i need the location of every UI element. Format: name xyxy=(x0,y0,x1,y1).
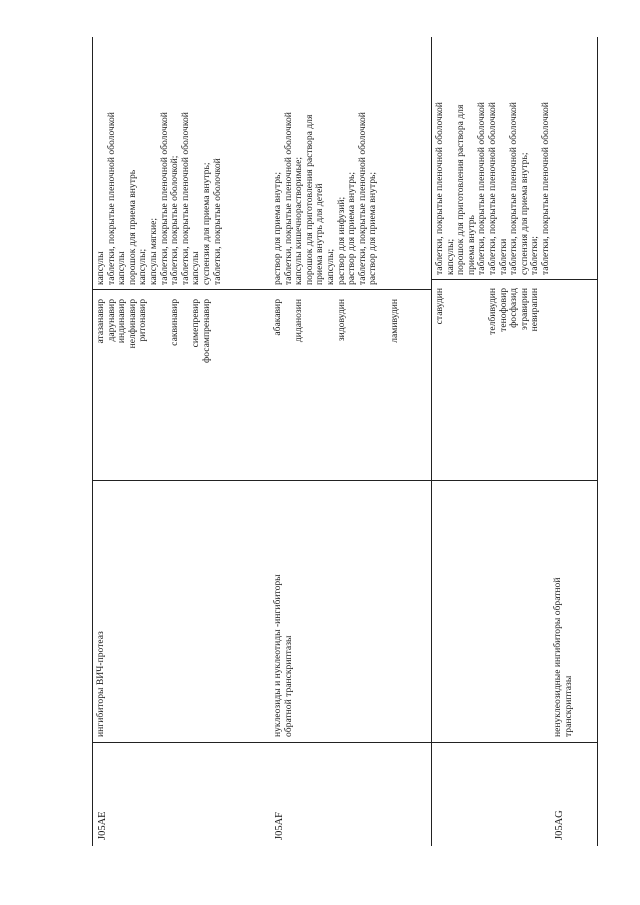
drug-name xyxy=(358,299,369,476)
table-border-left xyxy=(92,37,93,846)
table-border-right xyxy=(597,37,598,846)
dosage-form: суспензия для приема внутрь; xyxy=(518,152,530,275)
drug-list xyxy=(273,299,400,476)
atc-code: J05AF xyxy=(274,811,285,840)
drug-name: этравирин xyxy=(518,288,530,331)
drug-name: невирапин xyxy=(529,288,541,332)
column-rule xyxy=(92,289,431,290)
drug-name: фосфазид xyxy=(508,288,520,328)
drug-name xyxy=(456,288,467,476)
drug-name xyxy=(368,299,379,476)
dosage-form: капсулы мягкие; xyxy=(147,217,159,285)
drug-name: абакавир xyxy=(272,299,283,336)
atc-code: J05AE xyxy=(97,811,108,840)
dosage-form: порошок для приема внутрь xyxy=(126,169,138,285)
dosage-form: таблетки, покрытые пленочной оболочкой xyxy=(476,102,488,275)
dosage-form: таблетки, покрытые пленочной оболочкой xyxy=(508,102,520,275)
dosage-form: капсулы; xyxy=(324,248,336,285)
dosage-form: таблетки, покрытые оболочкой; xyxy=(169,155,181,285)
drug-name: ритонавир xyxy=(137,299,149,342)
dosage-form: капсулы xyxy=(95,251,106,285)
group-name xyxy=(553,578,574,737)
text-line: ненуклеозидные ингибиторы обратной xyxy=(552,577,563,737)
dosage-form: капсулы; xyxy=(137,248,149,285)
column-rule xyxy=(431,480,597,481)
text-line: нуклеозиды и нуклеотиды -ингибиторы xyxy=(272,574,283,737)
drug-name xyxy=(347,299,358,476)
drug-name: нелфинавир xyxy=(126,299,138,349)
dosage-form: таблетки, покрытые пленочной оболочкой xyxy=(282,112,294,285)
dosage-form: капсулы; xyxy=(444,238,456,275)
dosage-form: таблетки; xyxy=(529,236,541,275)
drug-name: зидовудин xyxy=(335,299,347,342)
drug-list xyxy=(96,299,213,476)
drug-name xyxy=(149,299,160,476)
column-rule xyxy=(92,480,431,481)
dosage-form: таблетки, покрытые оболочкой xyxy=(211,158,223,285)
dosage-form: порошок для приготовления раствора для xyxy=(455,104,467,275)
row-divider xyxy=(431,37,432,846)
dosage-forms xyxy=(435,102,552,275)
dosage-form: таблетки xyxy=(497,238,509,275)
dosage-form: таблетки, покрытые пленочной оболочкой xyxy=(434,102,445,275)
group-name xyxy=(96,631,107,737)
dosage-form: таблетки, покрытые пленочной оболочкой xyxy=(158,112,170,285)
drug-name: телбивудин xyxy=(486,288,498,335)
drug-name: ставудин xyxy=(434,288,445,325)
dosage-form: порошок для приготовления раствора для xyxy=(303,114,315,285)
dosage-form: приема внутрь для детей xyxy=(314,183,326,285)
dosage-form: раствор для приема внутрь; xyxy=(346,171,358,285)
drug-name xyxy=(305,299,316,476)
column-rule xyxy=(92,742,431,743)
drug-table xyxy=(92,37,597,846)
drug-name xyxy=(467,288,478,476)
drug-name: диданозин xyxy=(293,299,305,343)
text-line: обратной транскриптазы xyxy=(282,635,294,737)
drug-name: ламивудин xyxy=(388,299,400,343)
column-rule xyxy=(431,742,597,743)
dosage-form: таблетки, покрытые пленочной оболочкой xyxy=(486,102,498,275)
dosage-form: капсулы xyxy=(116,251,128,285)
drug-name xyxy=(326,299,337,476)
drug-name: тенофовир xyxy=(497,288,509,332)
dosage-form: раствор для инфузий; xyxy=(335,196,347,285)
dosage-form: капсулы xyxy=(190,251,202,285)
drug-name: саквинавир xyxy=(169,299,181,346)
drug-name: индинавир xyxy=(116,299,128,344)
column-rule xyxy=(431,279,597,280)
dosage-form: капсулы кишечнорастворимые; xyxy=(293,156,305,285)
dosage-form: раствор для приема внутрь; xyxy=(272,171,283,285)
dosage-form: раствор для приема внутрь; xyxy=(367,171,379,285)
dosage-form: суспензия для приема внутрь; xyxy=(200,162,212,285)
text-line: транскриптазы xyxy=(562,675,574,737)
drug-name xyxy=(379,299,390,476)
text-line: ингибиторы ВИЧ-протеаз xyxy=(95,631,106,737)
dosage-form: приема внутрь xyxy=(465,215,477,275)
drug-name: фосампренавир xyxy=(200,299,212,363)
drug-name xyxy=(315,299,326,476)
dosage-form: таблетки, покрытые пленочной оболочкой xyxy=(179,112,191,285)
dosage-form: таблетки, покрытые пленочной оболочкой xyxy=(539,102,551,275)
drug-list xyxy=(435,288,541,476)
dosage-form: таблетки, покрытые пленочной оболочкой xyxy=(105,112,117,285)
dosage-form: таблетки, покрытые пленочной оболочкой xyxy=(356,112,368,285)
atc-code: J05AG xyxy=(554,810,565,840)
drug-name: атазанавир xyxy=(95,299,106,344)
dosage-forms xyxy=(96,112,223,285)
drug-name: дарунавир xyxy=(105,299,117,342)
group-name xyxy=(273,574,294,737)
dosage-forms xyxy=(273,112,379,285)
drug-name xyxy=(446,288,457,476)
drug-name: симепревир xyxy=(190,299,202,348)
